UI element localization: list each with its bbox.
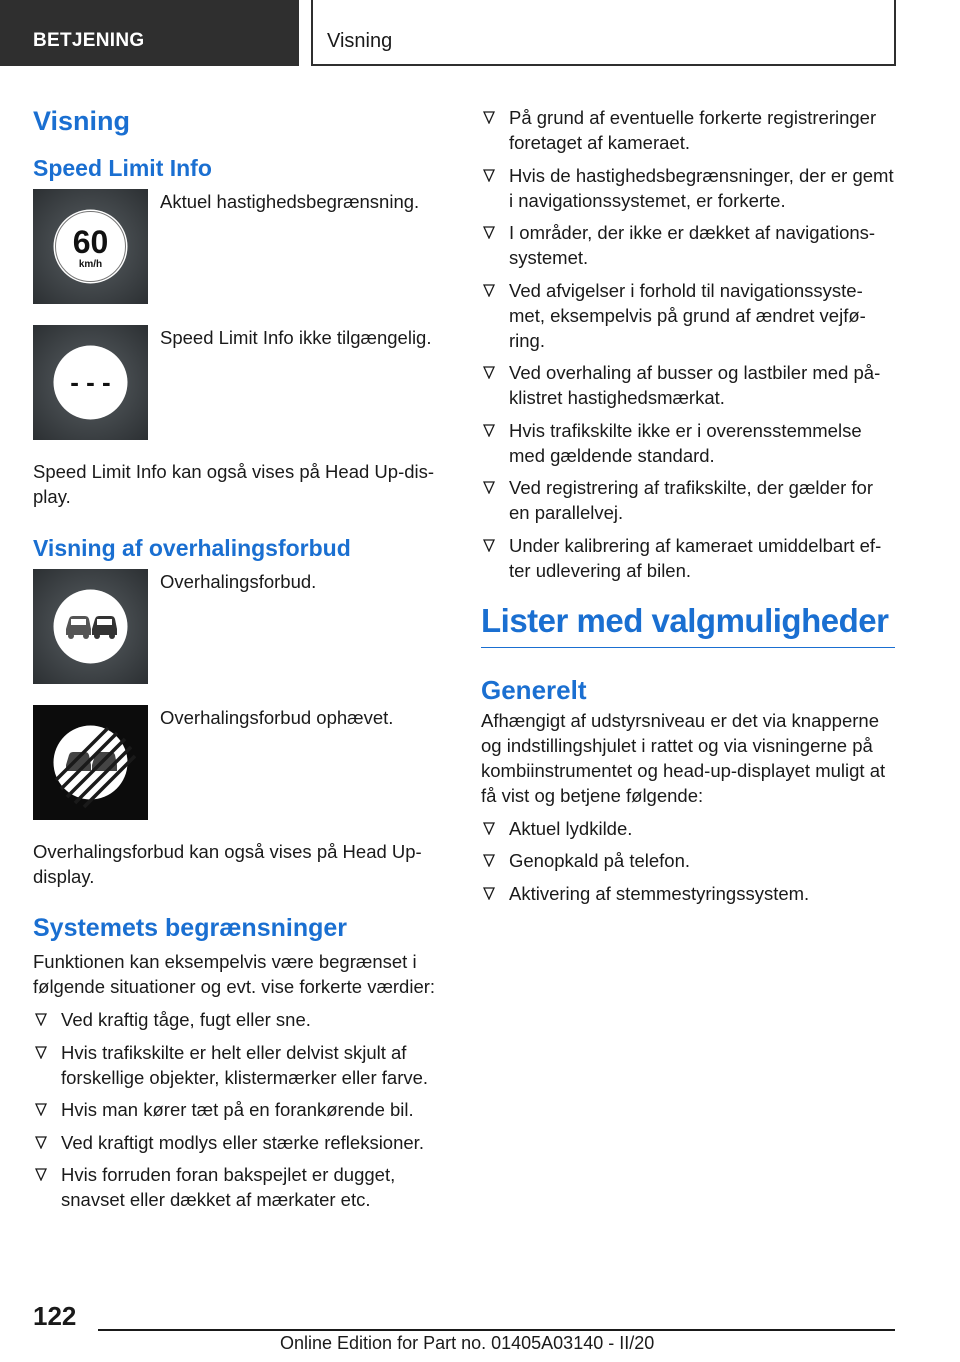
speed-limit-60-icon	[33, 189, 148, 304]
triangle-bullet-icon	[483, 539, 495, 552]
icon-label: Overhalingsforbud.	[160, 571, 317, 592]
left-column	[33, 100, 447, 1220]
list-item: I områder, der ikke er dækket af navigations-systemet.	[481, 220, 895, 270]
list-item: Aktuel lydkilde.	[481, 816, 895, 841]
triangle-bullet-icon	[483, 226, 495, 239]
list-item: Ved kraftig tåge, fugt eller sne.	[33, 1007, 447, 1032]
list-item: Ved registrering af trafikskilte, der gælder for en parallelvej.	[481, 475, 895, 525]
limits-heading: Systemets begrænsninger	[33, 914, 347, 942]
general-heading: Generelt	[481, 674, 587, 705]
list-item: Genopkald på telefon.	[481, 848, 895, 873]
triangle-bullet-icon	[35, 1168, 47, 1181]
triangle-bullet-icon	[483, 366, 495, 379]
no-overtaking-end-icon	[33, 705, 148, 820]
limits-intro: Funktionen kan eksempelvis være begrænset i følgende situationer og evt. vise forkerte værdier:	[33, 951, 436, 997]
triangle-bullet-icon	[483, 284, 495, 297]
lists-heading: Lister med valgmuligheder	[481, 601, 895, 648]
list-item: Under kalibrering af kameraet umiddelbart ef-ter udlevering af bilen.	[481, 533, 895, 583]
header-title: Visning	[311, 0, 896, 66]
no-overtaking-icon	[33, 569, 148, 684]
icon-label: Overhalingsforbud ophævet.	[160, 707, 394, 728]
limits-list-continued	[481, 105, 895, 583]
triangle-bullet-icon	[483, 822, 495, 835]
icon-row-speed-limit	[33, 189, 447, 304]
icon-row-speed-unavailable	[33, 325, 447, 440]
icon-label: Aktuel hastighedsbegrænsning.	[160, 191, 420, 212]
header-section: BETJENING	[0, 0, 299, 66]
footer-divider	[98, 1329, 895, 1331]
triangle-bullet-icon	[483, 424, 495, 437]
speed-limit-unavailable-icon	[33, 325, 148, 440]
triangle-bullet-icon	[483, 854, 495, 867]
triangle-bullet-icon	[483, 169, 495, 182]
list-item: Hvis trafikskilte ikke er i overensstemmelse med gældende standard.	[481, 418, 895, 468]
list-item: Aktivering af stemmestyringssystem.	[481, 881, 895, 906]
overtaking-note: Overhalingsforbud kan også vises på Head Up-display.	[33, 841, 422, 887]
list-item: Ved afvigelser i forhold til navigationssyste-met, eksempelvis på grund af ændret vejfø-ring.	[481, 278, 895, 353]
list-item: Ved overhaling af busser og lastbiler med på-klistret hastighedsmærkat.	[481, 360, 895, 410]
list-item: På grund af eventuelle forkerte registreringer foretaget af kameraet.	[481, 105, 895, 155]
speed-sign-unit: km/h	[78, 259, 103, 270]
speed-sign-value: 60	[72, 224, 109, 260]
icon-label: Speed Limit Info ikke tilgængelig.	[160, 327, 432, 348]
triangle-bullet-icon	[35, 1046, 47, 1059]
list-item: Hvis man kører tæt på en forankørende bil.	[33, 1097, 447, 1122]
footer-edition: Online Edition for Part no. 01405A03140 - II/20	[280, 1333, 655, 1353]
limits-list	[33, 1007, 447, 1212]
general-intro: Afhængigt af udstyrsniveau er det via knapperne og indstillingshjulet i rattet og via visningerne på kombiinstrumentet og head-up-displayet muligt at få vist og betjene følgende:	[481, 709, 886, 806]
right-column	[481, 100, 895, 913]
triangle-bullet-icon	[35, 1013, 47, 1026]
icon-row-no-overtaking	[33, 569, 447, 684]
triangle-bullet-icon	[483, 111, 495, 124]
triangle-bullet-icon	[35, 1136, 47, 1149]
speed-limit-heading: Speed Limit Info	[33, 155, 212, 181]
triangle-bullet-icon	[483, 481, 495, 494]
page-header	[0, 0, 960, 66]
speed-sign-dashes: - - -	[70, 367, 111, 397]
speed-limit-note: Speed Limit Info kan også vises på Head Up-dis-play.	[33, 461, 435, 507]
list-item: Hvis de hastighedsbegrænsninger, der er gemt i navigationssystemet, er forkerte.	[481, 163, 895, 213]
list-item: Ved kraftigt modlys eller stærke refleksioner.	[33, 1130, 447, 1155]
section-heading: Visning	[33, 106, 131, 136]
list-item: Hvis trafikskilte er helt eller delvist skjult af forskellige objekter, klistermærker eller farve.	[33, 1040, 447, 1090]
triangle-bullet-icon	[483, 887, 495, 900]
page-number: 122	[33, 1301, 77, 1331]
overtaking-heading: Visning af overhalingsforbud	[33, 535, 351, 561]
list-item: Hvis forruden foran bakspejlet er dugget, snavset eller dækket af mærkater etc.	[33, 1162, 447, 1212]
options-list	[481, 816, 895, 906]
triangle-bullet-icon	[35, 1103, 47, 1116]
icon-row-no-overtaking-end	[33, 705, 447, 820]
